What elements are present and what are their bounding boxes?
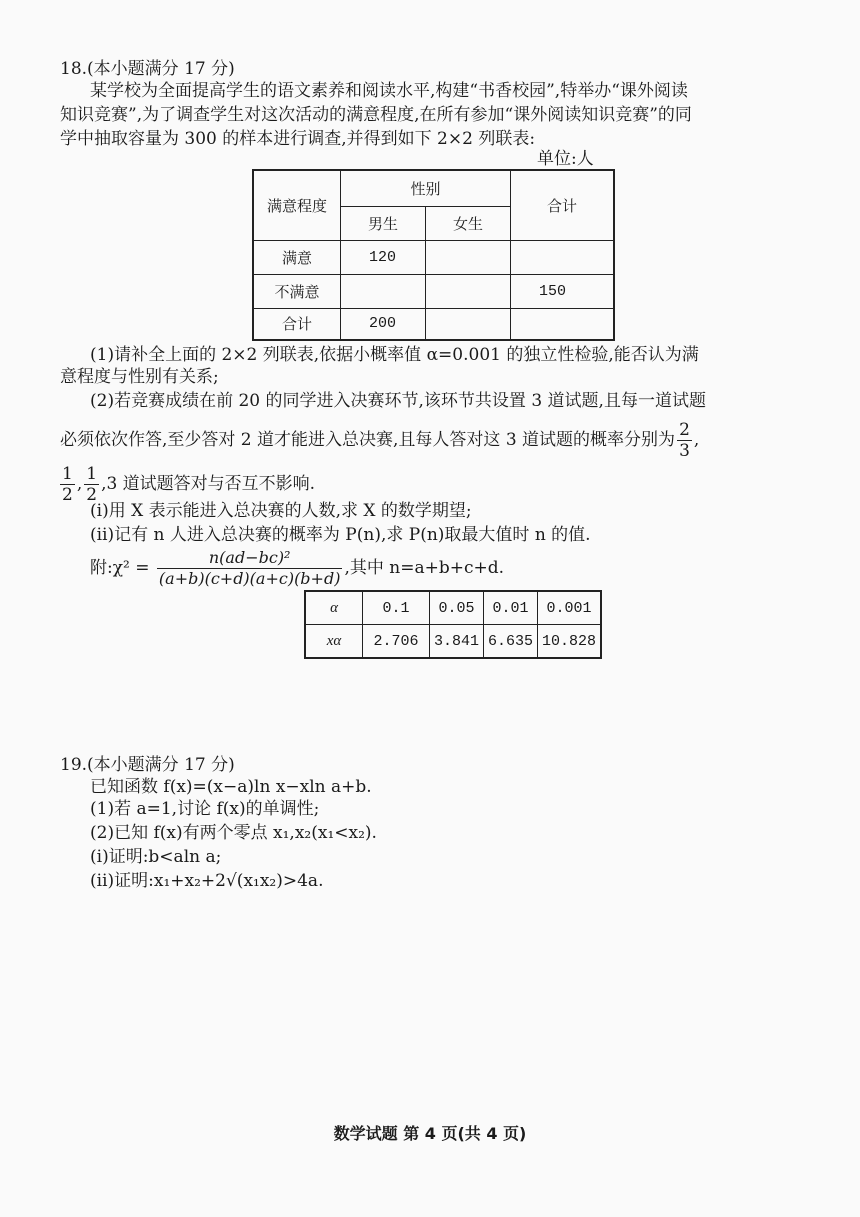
table-row xyxy=(253,308,614,340)
alpha-label: α xyxy=(305,591,363,625)
cell-female xyxy=(426,240,511,274)
x-alpha-value: 6.635 xyxy=(484,625,538,659)
q18-part1-line1: (1)请补全上面的 2×2 列联表,依据小概率值 α=0.001 的独立性检验,能否认为满 xyxy=(90,345,699,365)
q18-intro-line3: 学中抽取容量为 300 的样本进行调查,并得到如下 2×2 列联表: xyxy=(60,129,536,149)
formula-numerator: n(ad−bc)² xyxy=(157,548,343,569)
q18-header: 18.(本小题满分 17 分) xyxy=(60,59,235,79)
formula-fraction xyxy=(157,548,343,589)
alpha-value: 0.001 xyxy=(538,591,602,625)
cell-female xyxy=(426,274,511,308)
fraction-numerator: 1 xyxy=(62,464,73,484)
chi-square-formula xyxy=(90,546,504,590)
table-corner: 满意程度 xyxy=(253,170,341,240)
cell-male: 120 xyxy=(341,240,426,274)
formula-denominator: (a+b)(c+d)(a+c)(b+d) xyxy=(158,569,341,588)
x-alpha-value: 2.706 xyxy=(363,625,430,659)
x-alpha-value: 3.841 xyxy=(430,625,484,659)
male-header: 男生 xyxy=(341,206,426,240)
fraction-numerator: 1 xyxy=(86,464,98,484)
table-row xyxy=(253,240,614,274)
alpha-value: 0.05 xyxy=(430,591,484,625)
row-label: 满意 xyxy=(253,240,341,274)
fraction-one-half xyxy=(60,464,75,505)
q19-line4: (ⅰ)证明:b<aln a; xyxy=(90,847,222,867)
gender-header: 性别 xyxy=(341,170,511,206)
part2-line2-text: 必须依次作答,至少答对 2 道才能进入总决赛,且每人答对这 3 道试题的概率分别为 xyxy=(60,430,676,450)
q18-part2-line3: $\frac{1}{2}$ , $\frac{1}{2}$ ,3 道试题答对与否互不影响. xyxy=(62,464,316,505)
cell-female xyxy=(426,308,511,340)
formula-suffix: ,其中 n=a+b+c+d. xyxy=(344,558,504,578)
contingency-table xyxy=(252,169,615,341)
q18-intro-line1: 某学校为全面提高学生的语文素养和阅读水平,构建“书香校园”,特举办“课外阅读 xyxy=(90,81,688,101)
total-header: 合计 xyxy=(511,170,615,240)
cell-male xyxy=(341,274,426,308)
fraction-denominator: 2 xyxy=(62,485,73,505)
formula-prefix: 附:χ² = xyxy=(90,558,150,578)
q19-line2: (1)若 a=1,讨论 f(x)的单调性; xyxy=(90,799,320,819)
alpha-value: 0.01 xyxy=(484,591,538,625)
page-footer: 数学试题 第 4 页(共 4 页) xyxy=(333,1124,527,1143)
q18-part2-line2: 必须依次作答,至少答对 2 道才能进入总决赛,且每人答对这 3 道试题的概率分别为 $\frac{2}{3}$ , xyxy=(60,420,700,461)
female-header: 女生 xyxy=(426,206,511,240)
fraction-two-thirds xyxy=(677,420,692,461)
q18-sub-ii: (ⅱ)记有 n 人进入总决赛的概率为 P(n),求 P(n)取最大值时 n 的值. xyxy=(90,525,591,545)
critical-value-table xyxy=(304,590,602,659)
table-row xyxy=(253,274,614,308)
q18-sub-i: (ⅰ)用 X 表示能进入总决赛的人数,求 X 的数学期望; xyxy=(90,501,472,521)
cell-total xyxy=(511,308,615,340)
q19-line3: (2)已知 f(x)有两个零点 x₁,x₂(x₁<x₂). xyxy=(90,823,377,843)
table-row xyxy=(305,625,601,659)
fraction-one-half xyxy=(84,464,99,505)
x-alpha-label: xα xyxy=(305,625,363,659)
q18-part1-line2: 意程度与性别有关系; xyxy=(60,367,219,387)
q18-part2-line1: (2)若竞赛成绩在前 20 的同学进入决赛环节,该环节共设置 3 道试题,且每一道试题 xyxy=(90,391,706,411)
x-alpha-value: 10.828 xyxy=(538,625,602,659)
q19-line5: (ⅱ)证明:x₁+x₂+2√(x₁x₂)>4a. xyxy=(90,871,324,891)
q18-intro-line2: 知识竞赛”,为了调查学生对这次活动的满意程度,在所有参加“课外阅读知识竞赛”的同 xyxy=(60,105,692,125)
unit-label: 单位:人 xyxy=(537,149,594,169)
cell-male: 200 xyxy=(341,308,426,340)
table-row xyxy=(305,591,601,625)
q19-header: 19.(本小题满分 17 分) xyxy=(60,755,235,775)
cell-total: 150 xyxy=(511,274,615,308)
fraction-denominator: 2 xyxy=(86,485,98,505)
fraction-denominator: 3 xyxy=(679,441,690,461)
q19-line1: 已知函数 f(x)=(x−a)ln x−xln a+b. xyxy=(90,777,372,797)
cell-total xyxy=(511,240,615,274)
part2-line3-text: ,3 道试题答对与否互不影响. xyxy=(101,474,316,494)
row-label: 不满意 xyxy=(253,274,341,308)
fraction-numerator: 2 xyxy=(679,420,690,440)
alpha-value: 0.1 xyxy=(363,591,430,625)
row-label: 合计 xyxy=(253,308,341,340)
